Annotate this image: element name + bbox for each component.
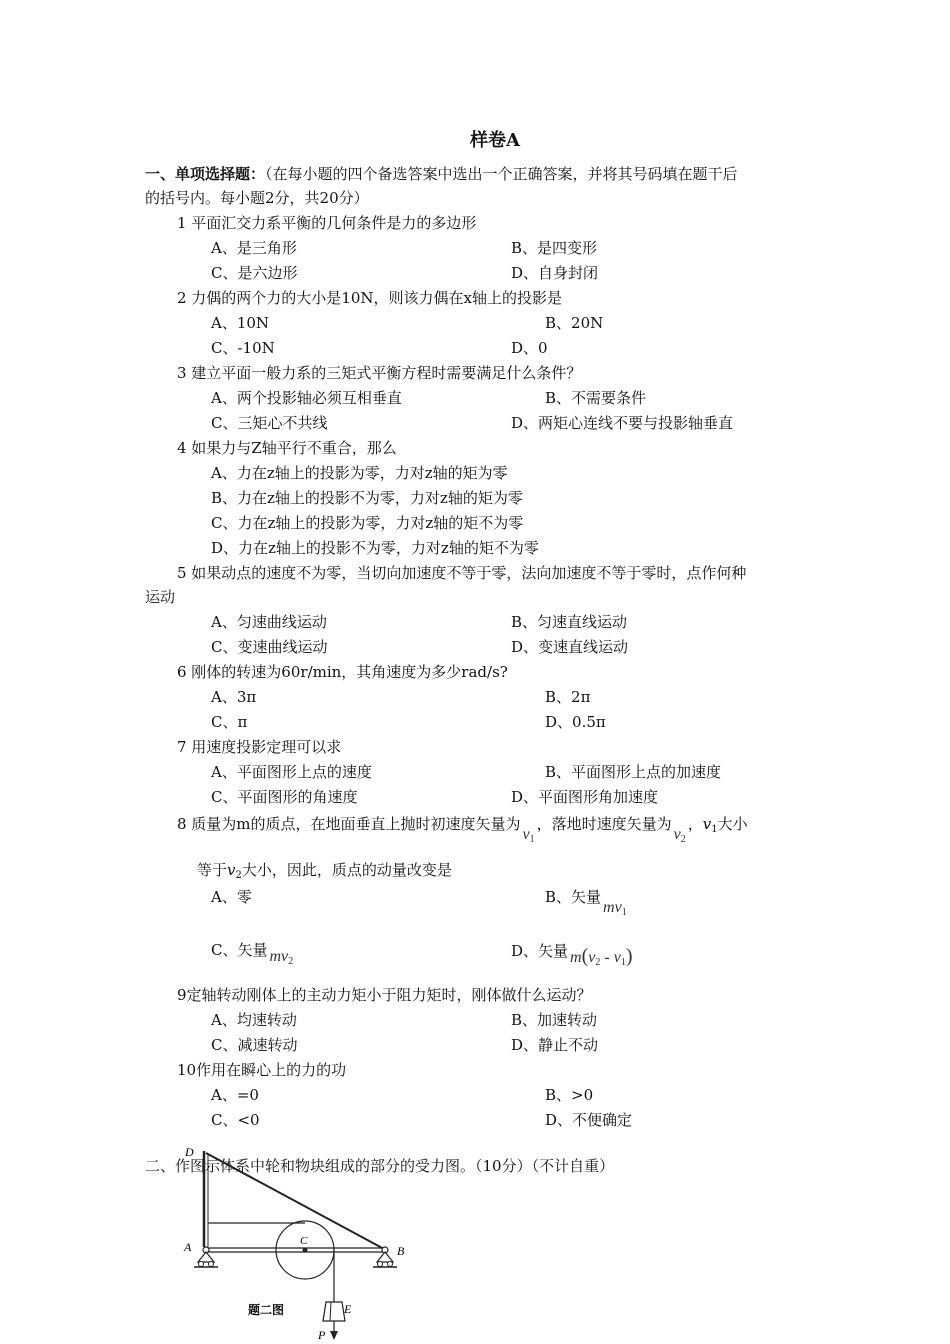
q10-option-a: A、=0 — [211, 1086, 259, 1104]
q3-option-c: C、三矩心不共线 — [211, 414, 328, 432]
q9-option-d: D、静止不动 — [511, 1036, 599, 1054]
q5-stem: 5 如果动点的速度不为零，当切向加速度不等于零，法向加速度不等于零时，点作何种 — [177, 564, 747, 582]
q8-stem-part1: 8 质量为m的质点，在地面垂直上抛时初速度矢量为 — [177, 815, 521, 833]
q5-stem-cont: 运动 — [145, 588, 176, 606]
q4-option-a: A、力在z轴上的投影为零，力对z轴的矩为零 — [211, 464, 508, 482]
q4-option-d: D、力在z轴上的投影不为零，力对z轴的矩不为零 — [211, 539, 539, 557]
q9-option-a: A、均速转动 — [211, 1011, 297, 1029]
q10-option-d: D、不便确定 — [545, 1111, 633, 1129]
label-p: P — [318, 1328, 326, 1342]
q4-option-c: C、力在z轴上的投影为零，力对z轴的矩不为零 — [211, 514, 524, 532]
q5-option-c: C、变速曲线运动 — [211, 638, 328, 656]
q9-option-b: B、加速转动 — [511, 1011, 598, 1029]
block-e — [323, 1302, 345, 1321]
mechanics-figure — [170, 1145, 420, 1344]
q10-option-b: B、>0 — [545, 1086, 594, 1104]
q1-option-b: B、是四变形 — [511, 239, 598, 257]
support-a — [198, 1252, 214, 1262]
q8-d-math: $m(v_2 - v_1)$ — [570, 945, 633, 968]
q9-stem: 9定轴转动刚体上的主动力矩小于阻力矩时，刚体做什么运动？ — [177, 986, 592, 1004]
q8-option-b: B、矢量$mv_1$ — [545, 888, 627, 918]
q6-stem: 6 刚体的转速为60r/min，其角速度为多少rad/s? — [177, 663, 508, 681]
q5-option-b: B、匀速直线运动 — [511, 613, 628, 631]
q8-stem-part2: ，落地时速度矢量为 — [536, 815, 672, 833]
q9-option-c: C、减速转动 — [211, 1036, 298, 1054]
q8-v1-math: $v_1$ — [522, 826, 535, 845]
arrow-head-icon — [330, 1331, 338, 1340]
q5-option-a: A、匀速曲线运动 — [211, 613, 327, 631]
q2-option-a: A、10N — [211, 314, 270, 332]
section2-heading: 二、作图示体系中轮和物块组成的部分的受力图。（10分）（不计自重） — [145, 1157, 615, 1175]
q6-option-d: D、0.5π — [545, 713, 606, 731]
q8-option-a: A、零 — [211, 888, 252, 906]
label-d: D — [185, 1145, 194, 1159]
q8-c-math: $mv_2$ — [269, 948, 294, 967]
q7-option-c: C、平面图形的角速度 — [211, 788, 358, 806]
q8-stem: 8 质量为m的质点，在地面垂直上抛时初速度矢量为$v_1$，落地时速度矢量为$v_2$，$v_1$大小 — [177, 815, 748, 845]
label-e: E — [344, 1302, 352, 1316]
q1-stem: 1 平面汇交力系平衡的几何条件是力的多边形 — [177, 214, 477, 232]
support-b — [377, 1252, 393, 1262]
section1-heading-line — [145, 164, 738, 184]
q8-option-c: C、矢量 $mv_2$ — [211, 941, 294, 967]
section1-instructions: （在每小题的四个备选答案中选出一个正确答案，并将其号码填在题干后 — [265, 165, 738, 183]
label-b: B — [397, 1244, 405, 1258]
q10-stem: 10作用在瞬心上的力的功 — [177, 1061, 347, 1079]
q2-option-d: D、0 — [511, 339, 548, 357]
q8-v2-math: $v_2$ — [673, 826, 686, 845]
q1-option-c: C、是六边形 — [211, 264, 298, 282]
q3-option-b: B、不需要条件 — [545, 389, 647, 407]
q7-option-a: A、平面图形上点的速度 — [211, 763, 372, 781]
diagonal-bar — [206, 1153, 384, 1249]
q6-option-b: B、2π — [545, 688, 591, 706]
q4-option-b: B、力在z轴上的投影不为零，力对z轴的矩为零 — [211, 489, 523, 507]
label-c: C — [300, 1235, 308, 1247]
q8-stem-cont: 等于$v_2$大小，因此，质点的动量改变是 — [197, 861, 452, 881]
q4-stem: 4 如果力与Z轴平行不重合，那么 — [177, 439, 397, 457]
q7-stem: 7 用速度投影定理可以求 — [177, 738, 342, 756]
q3-option-a: A、两个投影轴必须互相垂直 — [211, 389, 402, 407]
q1-option-d: D、自身封闭 — [511, 264, 599, 282]
q6-option-c: C、π — [211, 713, 248, 731]
label-a: A — [184, 1240, 192, 1254]
q2-option-b: B、20N — [545, 314, 604, 332]
q3-option-d: D、两矩心连线不要与投影轴垂直 — [511, 414, 734, 432]
section1-heading: 一、单项选择题： — [145, 165, 266, 183]
q6-option-a: A、3π — [211, 688, 257, 706]
q8-option-d: D、矢量 $m(v_2 - v_1)$ — [511, 942, 633, 968]
page-title: 样卷A — [470, 130, 520, 151]
q7-option-d: D、平面图形角加速度 — [511, 788, 659, 806]
q1-option-a: A、是三角形 — [211, 239, 297, 257]
q3-stem: 3 建立平面一般力系的三矩式平衡方程时需要满足什么条件？ — [177, 364, 582, 382]
q7-option-b: B、平面图形上点的加速度 — [545, 763, 722, 781]
q2-option-c: C、-10N — [211, 339, 275, 357]
q8-b-math: $mv_1$ — [603, 899, 627, 918]
q10-option-c: C、<0 — [211, 1111, 260, 1129]
wheel-center — [303, 1248, 308, 1253]
q5-option-d: D、变速直线运动 — [511, 638, 629, 656]
q2-stem: 2 力偶的两个力的大小是10N，则该力偶在x轴上的投影是 — [177, 289, 562, 307]
section1-instructions-cont: 的括号内。每小题2分，共20分） — [145, 189, 369, 207]
figure-caption: 题二图 — [248, 1303, 285, 1317]
